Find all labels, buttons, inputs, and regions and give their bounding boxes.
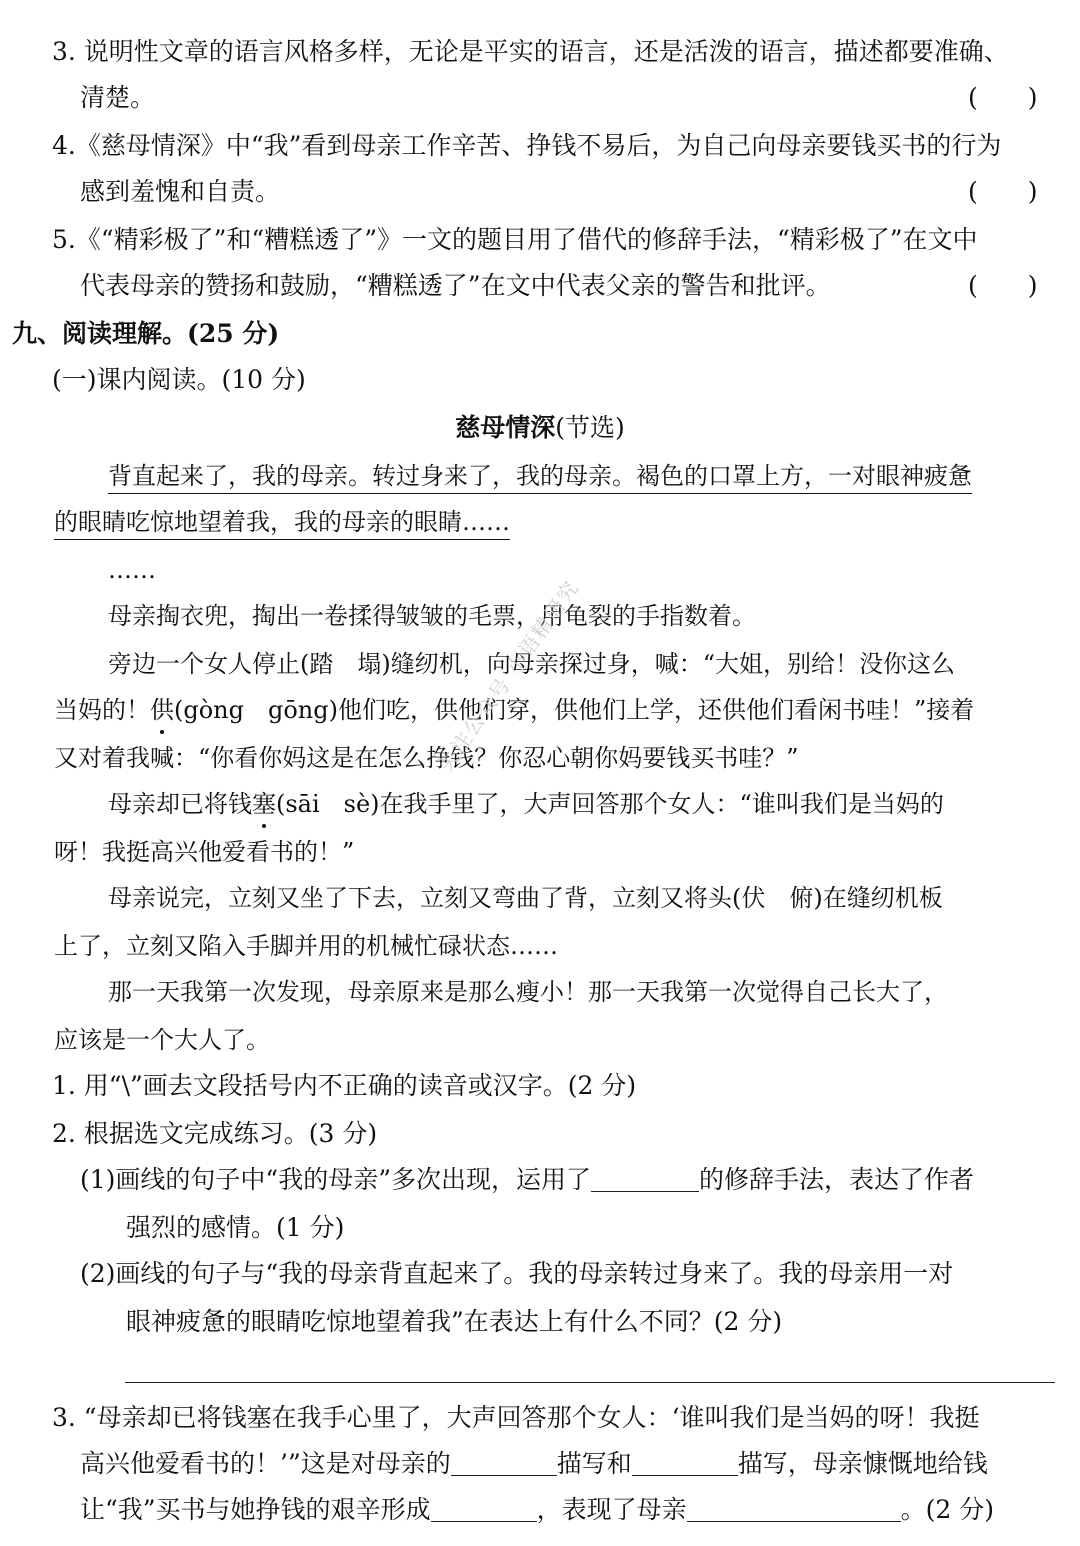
passage-title-note: (节选) <box>555 413 625 442</box>
passage-para3-line2 <box>54 692 974 728</box>
question-1: 1. 用“\”画去文段括号内不正确的读音或汉字。(2 分) <box>52 1071 637 1100</box>
judge-q5-line2: 代表母亲的赞扬和鼓励，“糟糕透了”在文中代表父亲的警告和批评。 <box>80 271 831 300</box>
question-3-line3 <box>80 1492 994 1528</box>
q3-text-a: 高兴他爱看书的！’”这是对母亲的 <box>80 1449 451 1478</box>
para4-text-a: 母亲却已将钱 <box>108 790 252 818</box>
passage-para5-line2: 上了，立刻又陷入手脚并用的机械忙碌状态…… <box>54 932 558 960</box>
judge-q5-line1: 5.《“精彩极了”和“糟糕透了”》一文的题目用了借代的修辞手法，“精彩极了”在文中 <box>52 225 978 254</box>
passage-para6-line1: 那一天我第一次发现，母亲原来是那么瘦小！那一天我第一次觉得自己长大了， <box>108 978 948 1006</box>
q2-1-blank[interactable] <box>591 1165 699 1192</box>
q2-1-text-post: 的修辞手法，表达了作者 <box>698 1165 974 1194</box>
q3-text-e: ，表现了母亲 <box>536 1495 687 1524</box>
passage-underlined-line2: 的眼睛吃惊地望着我，我的母亲的眼睛…… <box>54 508 510 536</box>
question-2-1-line1 <box>80 1162 974 1198</box>
passage-title <box>0 410 1080 446</box>
judge-q3-answer-paren[interactable]: ( ) <box>968 83 1038 112</box>
subsection-heading: (一)课内阅读。(10 分) <box>52 365 306 394</box>
passage-para5-line1: 母亲说完，立刻又坐了下去，立刻又弯曲了背，立刻又将头(伏 俯)在缝纫机板 <box>108 884 943 912</box>
question-3-line1: 3. “母亲却已将钱塞在我手心里了，大声回答那个女人：‘谁叫我们是当妈的呀！我挺 <box>52 1403 980 1432</box>
passage-underlined-line1: 背直起来了，我的母亲。转过身来了，我的母亲。褐色的口罩上方，一对眼神疲惫 <box>108 462 972 490</box>
question-2-2-line1: (2)画线的句子与“我的母亲背直起来了。我的母亲转过身来了。我的母亲用一对 <box>80 1259 954 1288</box>
q3-text-b: 描写和 <box>556 1449 632 1478</box>
judge-q3-line1: 3. 说明性文章的语言风格多样，无论是平实的语言，还是活泼的语言，描述都要准确、 <box>52 37 1009 66</box>
q3-blank-2[interactable] <box>632 1449 738 1476</box>
passage-ellipsis: …… <box>108 556 156 584</box>
passage-para4-line1 <box>108 786 944 822</box>
para4-text-b: (sāi sè)在我手里了，大声回答那个女人：“谁叫我们是当妈的 <box>276 790 944 818</box>
passage-para6-line2: 应该是一个大人了。 <box>54 1026 270 1054</box>
q3-blank-3[interactable] <box>431 1495 537 1522</box>
para3-text-b: (gòng gōng)他们吃，供他们穿，供他们上学，还供他们看闲书哇！”接着 <box>174 696 975 724</box>
section-heading: 九、阅读理解。(25 分) <box>12 319 280 348</box>
dotted-char-sai: 塞 <box>252 786 276 822</box>
question-2-1-line2: 强烈的感情。(1 分) <box>126 1213 345 1242</box>
question-2: 2. 根据选文完成练习。(3 分) <box>52 1119 378 1148</box>
dotted-char-gong: 供 <box>150 692 174 728</box>
para3-text-a: 当妈的！ <box>54 696 150 724</box>
judge-q4-line2: 感到羞愧和自责。 <box>80 177 281 206</box>
q3-text-f: 。(2 分) <box>900 1495 994 1524</box>
q3-blank-4[interactable] <box>687 1495 901 1522</box>
watermark: 关注公众号 小语精研究 <box>433 575 584 777</box>
q3-blank-1[interactable] <box>451 1449 557 1476</box>
question-3-line2 <box>80 1446 988 1482</box>
question-2-2-answer-line[interactable] <box>125 1382 1055 1383</box>
passage-title-main: 慈母情深 <box>455 413 556 442</box>
passage-para2: 母亲掏衣兜，掏出一卷揉得皱皱的毛票，用龟裂的手指数着。 <box>108 602 756 630</box>
judge-q4-line1: 4.《慈母情深》中“我”看到母亲工作辛苦、挣钱不易后，为自己向母亲要钱买书的行为 <box>52 131 1002 160</box>
q3-text-c: 描写，母亲慷慨地给钱 <box>737 1449 988 1478</box>
judge-q5-answer-paren[interactable]: ( ) <box>968 271 1038 300</box>
q3-text-d: 让“我”买书与她挣钱的艰辛形成 <box>80 1495 431 1524</box>
judge-q4-answer-paren[interactable]: ( ) <box>968 177 1038 206</box>
question-2-2-line2: 眼神疲惫的眼睛吃惊地望着我”在表达上有什么不同？(2 分) <box>126 1307 783 1336</box>
judge-q3-line2: 清楚。 <box>80 83 156 112</box>
q2-1-text-pre: (1)画线的句子中“我的母亲”多次出现，运用了 <box>80 1165 591 1194</box>
passage-para3-line3: 又对着我喊：“你看你妈这是在怎么挣钱？你忍心朝你妈要钱买书哇？” <box>54 744 799 772</box>
passage-para4-line2: 呀！我挺高兴他爱看书的！” <box>54 838 355 866</box>
passage-para3-line1: 旁边一个女人停止(踏 塌)缝纫机，向母亲探过身，喊：“大姐，别给！没你这么 <box>108 650 955 678</box>
